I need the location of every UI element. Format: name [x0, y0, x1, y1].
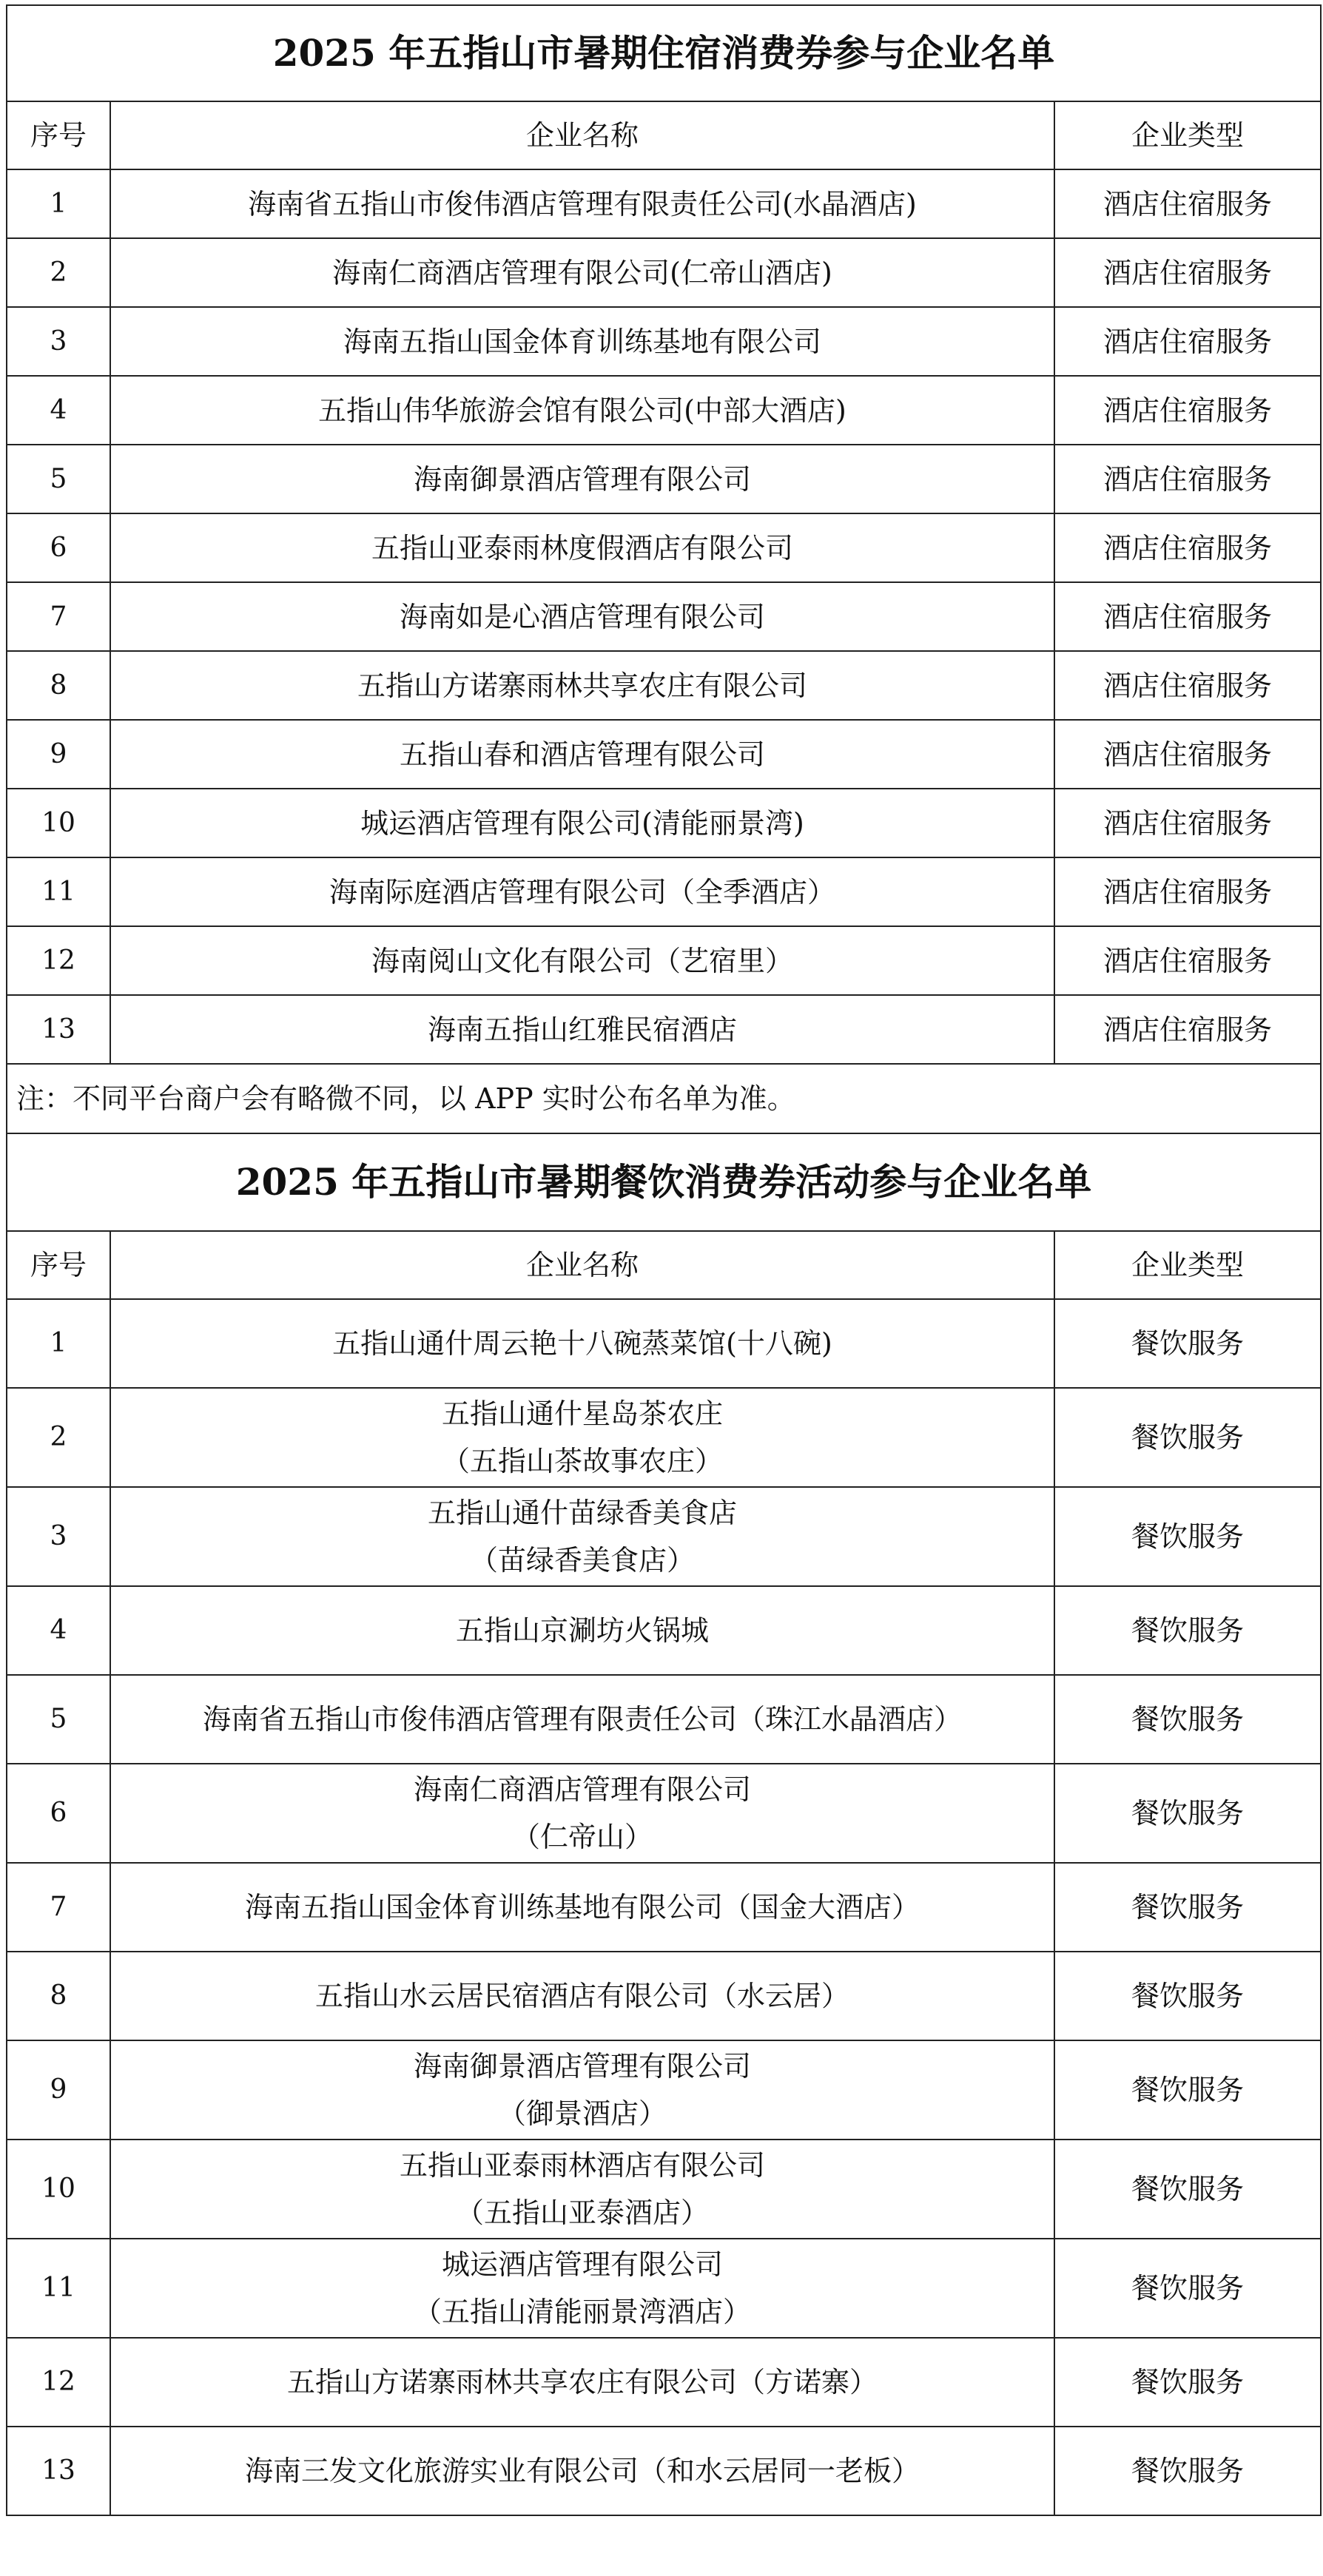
lodging-enterprise-name: [110, 445, 1054, 513]
lodging-row-number: 2: [7, 238, 110, 307]
dining-enterprise-name: [110, 1675, 1054, 1764]
lodging-enterprise-name-line: 五指山春和酒店管理有限公司: [399, 738, 765, 771]
dining-enterprise-name-line: 五指山京涮坊火锅城: [455, 1614, 709, 1647]
lodging-row-number: 3: [7, 307, 110, 376]
lodging-enterprise-type: 酒店住宿服务: [1054, 513, 1321, 582]
dining-enterprise-type: 餐饮服务: [1054, 2140, 1321, 2239]
dining-enterprise-type: 餐饮服务: [1054, 1586, 1321, 1675]
lodging-row-number: 11: [7, 857, 110, 926]
dining-enterprise-name-line: 五指山通什周云艳十八碗蒸菜馆(十八碗): [332, 1327, 832, 1360]
lodging-table-row: [7, 857, 1321, 926]
dining-table-row: [7, 2140, 1321, 2239]
lodging-enterprise-name: [110, 651, 1054, 720]
dining-enterprise-name: [110, 1764, 1054, 1863]
lodging-row-number: 5: [7, 445, 110, 513]
dining-enterprise-name-line: 海南御景酒店管理有限公司: [413, 2050, 751, 2083]
dining-enterprise-name-line: 海南省五指山市俊伟酒店管理有限责任公司（珠江水晶酒店）: [202, 1703, 962, 1736]
dining-enterprise-type: 餐饮服务: [1054, 2427, 1321, 2515]
lodging-enterprise-type: 酒店住宿服务: [1054, 238, 1321, 307]
lodging-enterprise-name: [110, 238, 1054, 307]
dining-enterprise-name: [110, 1863, 1054, 1952]
lodging-table-row: [7, 169, 1321, 238]
dining-enterprise-name: [110, 2140, 1054, 2239]
dining-enterprise-type: 餐饮服务: [1054, 2040, 1321, 2140]
dining-row-number: 11: [7, 2239, 110, 2338]
lodging-enterprise-name-line: 海南省五指山市俊伟酒店管理有限责任公司(水晶酒店): [248, 187, 917, 220]
dining-enterprise-type: 餐饮服务: [1054, 2239, 1321, 2338]
dining-table-row: [7, 1586, 1321, 1675]
dining-row-number: 10: [7, 2140, 110, 2239]
lodging-enterprise-name-line: 五指山方诺寨雨林共享农庄有限公司: [357, 669, 807, 702]
lodging-enterprise-type: 酒店住宿服务: [1054, 995, 1321, 1064]
dining-table-row: [7, 2338, 1321, 2427]
lodging-enterprise-name-line: 海南五指山国金体育训练基地有限公司: [343, 325, 821, 358]
dining-row-number: 9: [7, 2040, 110, 2140]
dining-enterprise-type: 餐饮服务: [1054, 2338, 1321, 2427]
dining-row-number: 8: [7, 1952, 110, 2040]
lodging-row-number: 6: [7, 513, 110, 582]
dining-enterprise-name-line: （仁帝山）: [511, 1821, 653, 1853]
lodging-table-row: [7, 238, 1321, 307]
dining-table-row: [7, 1863, 1321, 1952]
dining-row-number: 4: [7, 1586, 110, 1675]
dining-enterprise-name: [110, 2239, 1054, 2338]
dining-table-row: [7, 2427, 1321, 2515]
dining-enterprise-name: [110, 1487, 1054, 1586]
lodging-row-number: 12: [7, 926, 110, 995]
lodging-enterprise-type: 酒店住宿服务: [1054, 307, 1321, 376]
dining-row-number: 1: [7, 1299, 110, 1388]
dining-table-row: [7, 1487, 1321, 1586]
dining-table-row: [7, 2040, 1321, 2140]
lodging-enterprise-name-line: 海南御景酒店管理有限公司: [413, 462, 751, 496]
dining-enterprise-name: [110, 2427, 1054, 2515]
dining-row-number: 12: [7, 2338, 110, 2427]
lodging-enterprise-type: 酒店住宿服务: [1054, 926, 1321, 995]
dining-enterprise-type: 餐饮服务: [1054, 1388, 1321, 1487]
lodging-table-row: [7, 307, 1321, 376]
lodging-table-title: 2025 年五指山市暑期住宿消费券参与企业名单: [7, 5, 1321, 101]
dining-table-row: [7, 1764, 1321, 1863]
dining-header-name: 企业名称: [110, 1231, 1054, 1299]
lodging-enterprise-name-line: 五指山伟华旅游会馆有限公司(中部大酒店): [318, 394, 846, 427]
dining-enterprise-name-line: 海南仁商酒店管理有限公司: [413, 1773, 751, 1806]
dining-enterprise-name-line: 五指山通什星岛茶农庄: [441, 1397, 723, 1430]
lodging-enterprise-name: [110, 513, 1054, 582]
dining-header-type: 企业类型: [1054, 1231, 1321, 1299]
lodging-table-row: [7, 376, 1321, 445]
lodging-enterprise-name-line: 城运酒店管理有限公司(清能丽景湾): [360, 806, 804, 840]
lodging-enterprise-name-line: 海南际庭酒店管理有限公司（全季酒店）: [329, 875, 835, 908]
dining-enterprise-name-line: 城运酒店管理有限公司: [441, 2248, 723, 2281]
lodging-enterprise-name: [110, 720, 1054, 789]
lodging-table-row: [7, 582, 1321, 651]
lodging-enterprise-name: [110, 376, 1054, 445]
dining-enterprise-type: 餐饮服务: [1054, 1863, 1321, 1952]
lodging-enterprise-name-line: 海南阅山文化有限公司（艺宿里）: [371, 944, 793, 977]
lodging-table-row: [7, 651, 1321, 720]
dining-enterprise-name-line: （五指山亚泰酒店）: [455, 2196, 709, 2229]
dining-table-row: [7, 1388, 1321, 1487]
dining-table-row: [7, 1299, 1321, 1388]
lodging-table-row: [7, 720, 1321, 789]
lodging-enterprise-name: [110, 926, 1054, 995]
lodging-enterprise-type: 酒店住宿服务: [1054, 445, 1321, 513]
dining-enterprise-name-line: 五指山水云居民宿酒店有限公司（水云居）: [314, 1980, 849, 2012]
dining-enterprise-name: [110, 2040, 1054, 2140]
dining-enterprise-name-line: （苗绿香美食店）: [469, 1544, 695, 1577]
lodging-table-row: [7, 995, 1321, 1064]
lodging-enterprise-type: 酒店住宿服务: [1054, 169, 1321, 238]
lodging-row-number: 4: [7, 376, 110, 445]
lodging-table-row: [7, 789, 1321, 857]
dining-enterprise-type: 餐饮服务: [1054, 1487, 1321, 1586]
dining-row-number: 7: [7, 1863, 110, 1952]
lodging-enterprise-name: [110, 995, 1054, 1064]
dining-enterprise-name-line: 海南五指山国金体育训练基地有限公司（国金大酒店）: [244, 1891, 920, 1923]
dining-enterprise-name-line: （五指山清能丽景湾酒店）: [413, 2296, 751, 2328]
lodging-enterprise-name: [110, 169, 1054, 238]
lodging-table-row: [7, 926, 1321, 995]
dining-enterprise-name-line: 海南三发文化旅游实业有限公司（和水云居同一老板）: [244, 2455, 920, 2487]
lodging-enterprise-type: 酒店住宿服务: [1054, 857, 1321, 926]
lodging-enterprise-name: [110, 307, 1054, 376]
lodging-row-number: 10: [7, 789, 110, 857]
lodging-enterprise-type: 酒店住宿服务: [1054, 789, 1321, 857]
lodging-note: 注：不同平台商户会有略微不同，以 APP 实时公布名单为准。: [7, 1064, 1321, 1133]
lodging-header-name: 企业名称: [110, 101, 1054, 169]
dining-header-no: 序号: [7, 1231, 110, 1299]
lodging-enterprise-name: [110, 857, 1054, 926]
dining-row-number: 6: [7, 1764, 110, 1863]
dining-enterprise-name-line: （五指山茶故事农庄）: [441, 1445, 723, 1477]
dining-enterprise-name-line: 五指山通什苗绿香美食店: [427, 1497, 737, 1529]
dining-enterprise-name-line: 五指山方诺寨雨林共享农庄有限公司（方诺寨）: [286, 2366, 878, 2398]
dining-enterprise-name-line: （御景酒店）: [497, 2097, 667, 2130]
lodging-row-number: 13: [7, 995, 110, 1064]
lodging-enterprise-name-line: 海南仁商酒店管理有限公司(仁帝山酒店): [332, 256, 832, 289]
lodging-header-type: 企业类型: [1054, 101, 1321, 169]
dining-table-row: [7, 2239, 1321, 2338]
dining-enterprise-type: 餐饮服务: [1054, 1764, 1321, 1863]
dining-enterprise-type: 餐饮服务: [1054, 1675, 1321, 1764]
lodging-enterprise-name-line: 五指山亚泰雨林度假酒店有限公司: [371, 531, 793, 564]
lodging-table-row: [7, 513, 1321, 582]
lodging-enterprise-name: [110, 582, 1054, 651]
dining-enterprise-type: 餐饮服务: [1054, 1952, 1321, 2040]
dining-table-row: [7, 1675, 1321, 1764]
lodging-enterprise-name-line: 海南如是心酒店管理有限公司: [399, 600, 765, 633]
lodging-header-no: 序号: [7, 101, 110, 169]
dining-enterprise-type: 餐饮服务: [1054, 1299, 1321, 1388]
dining-table-title: 2025 年五指山市暑期餐饮消费券活动参与企业名单: [7, 1133, 1321, 1231]
dining-row-number: 2: [7, 1388, 110, 1487]
lodging-row-number: 1: [7, 169, 110, 238]
lodging-enterprise-type: 酒店住宿服务: [1054, 651, 1321, 720]
lodging-enterprise-name-line: 海南五指山红雅民宿酒店: [427, 1013, 737, 1046]
dining-table-row: [7, 1952, 1321, 2040]
lodging-table-row: [7, 445, 1321, 513]
dining-row-number: 5: [7, 1675, 110, 1764]
dining-enterprise-name-line: 五指山亚泰雨林酒店有限公司: [399, 2149, 765, 2182]
dining-row-number: 13: [7, 2427, 110, 2515]
lodging-row-number: 9: [7, 720, 110, 789]
dining-enterprise-name: [110, 1586, 1054, 1675]
lodging-enterprise-name: [110, 789, 1054, 857]
lodging-row-number: 7: [7, 582, 110, 651]
dining-enterprise-name: [110, 1952, 1054, 2040]
lodging-note-row: [7, 1064, 1321, 1133]
dining-enterprise-name: [110, 1299, 1054, 1388]
lodging-enterprise-type: 酒店住宿服务: [1054, 376, 1321, 445]
dining-enterprise-name: [110, 1388, 1054, 1487]
lodging-enterprise-type: 酒店住宿服务: [1054, 720, 1321, 789]
dining-row-number: 3: [7, 1487, 110, 1586]
dining-enterprise-name: [110, 2338, 1054, 2427]
enterprise-list-table: [6, 4, 1322, 2516]
lodging-enterprise-type: 酒店住宿服务: [1054, 582, 1321, 651]
lodging-row-number: 8: [7, 651, 110, 720]
